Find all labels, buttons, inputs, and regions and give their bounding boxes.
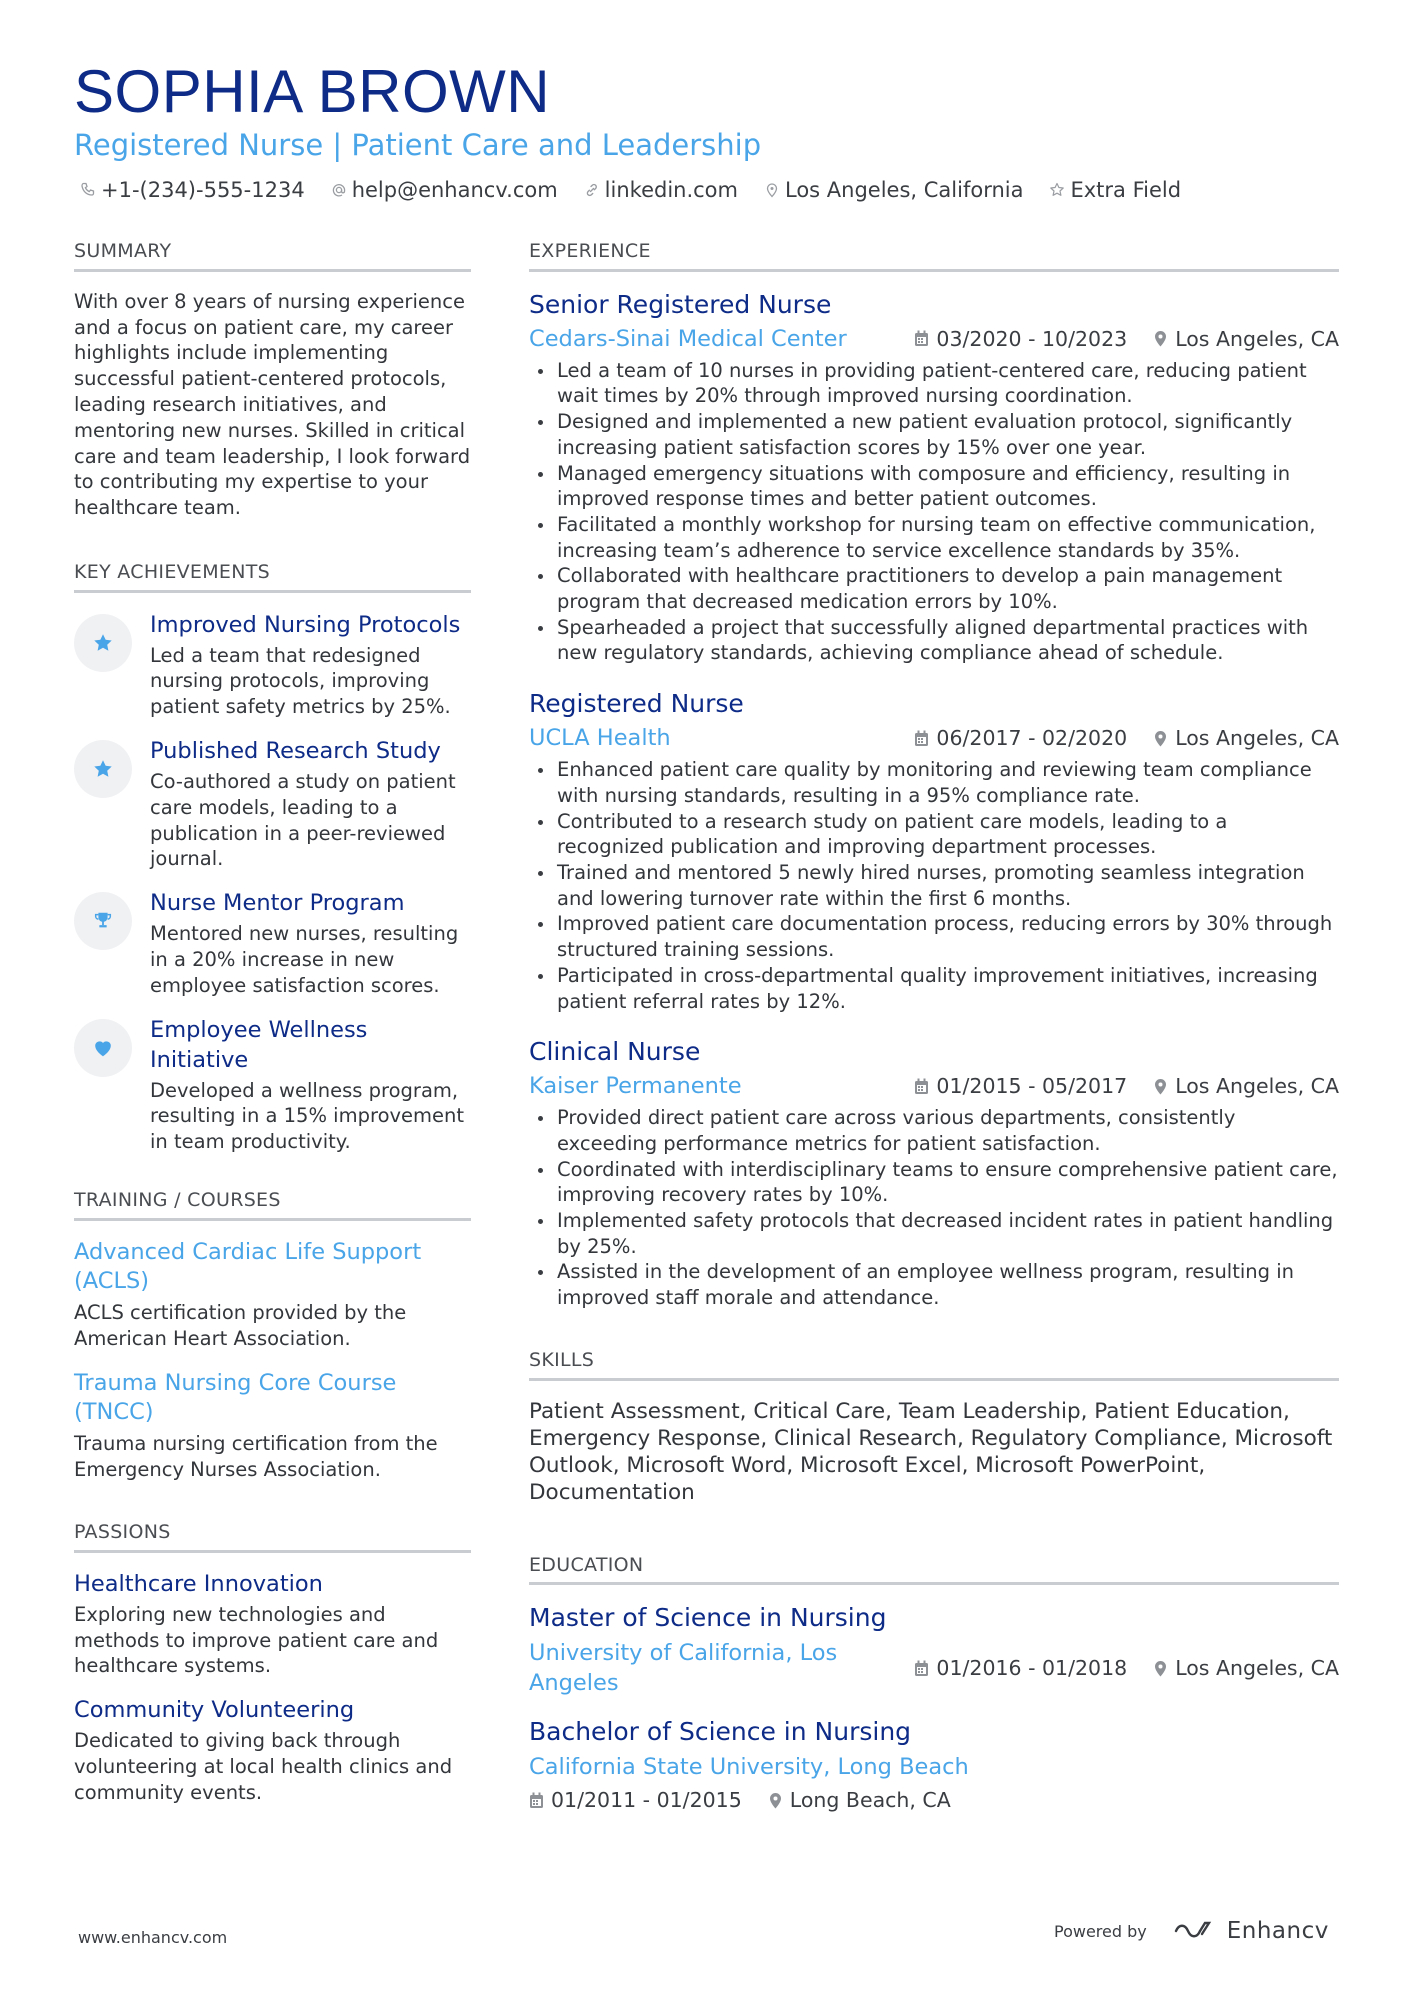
enhancv-logo-icon xyxy=(1173,1918,1219,1944)
star-icon xyxy=(92,758,114,780)
job-bullet: Led a team of 10 nurses in providing patient-centered care, reducing patient wait times by 20% through improved nursing coordination. xyxy=(529,358,1339,409)
achievement-icon-badge xyxy=(74,740,132,798)
job-bullet: Participated in cross-departmental quality improvement initiatives, increasing patient referral rates by 12%. xyxy=(529,963,1339,1014)
job-bullet: Provided direct patient care across various departments, consistently exceeding performance metrics for patient satisfaction. xyxy=(529,1105,1339,1156)
at-icon xyxy=(331,182,347,198)
location-pin-icon xyxy=(1153,730,1168,747)
passion-item xyxy=(74,1570,471,1679)
training-section xyxy=(74,1189,471,1483)
achievement-title: Employee Wellness Initiative xyxy=(150,1016,368,1073)
contact-email[interactable] xyxy=(331,178,558,202)
trophy-icon xyxy=(92,910,114,932)
job-title: Senior Registered Nurse xyxy=(529,289,832,319)
course-text: ACLS certification provided by the American Heart Association. xyxy=(74,1300,407,1350)
contact-location-text: Los Angeles, California xyxy=(784,178,1024,202)
achievement-title: Nurse Mentor Program xyxy=(150,890,405,917)
course-text: Trauma nursing certification from the Emergency Nurses Association. xyxy=(74,1432,438,1482)
achievement-item xyxy=(74,888,471,998)
achievement-icon-badge xyxy=(74,614,132,672)
location-pin-icon xyxy=(768,1792,783,1809)
education-location: Long Beach, CA xyxy=(789,1788,951,1813)
contact-linkedin-text: linkedin.com xyxy=(604,178,738,202)
contact-extra-text: Extra Field xyxy=(1070,178,1182,202)
calendar-icon xyxy=(914,330,929,347)
job-dates: 03/2020 - 10/2023 xyxy=(936,326,1128,351)
candidate-headline: Registered Nurse | Patient Care and Leadership xyxy=(74,128,762,162)
contact-bar xyxy=(80,178,1207,202)
job-dates: 06/2017 - 02/2020 xyxy=(936,726,1128,751)
job-entry xyxy=(529,289,1339,666)
job-bullet: Collaborated with healthcare practitioners to develop a pain management program that decreased medication errors by 10%. xyxy=(529,563,1339,614)
experience-section xyxy=(529,240,1339,1311)
job-bullet: Assisted in the development of an employee wellness program, resulting in improved staff morale and attendance. xyxy=(529,1259,1339,1310)
achievement-title: Published Research Study xyxy=(150,738,441,765)
job-location: Los Angeles, CA xyxy=(1175,326,1339,351)
footer-website-link[interactable]: www.enhancv.com xyxy=(78,1928,228,1947)
job-bullet: Facilitated a monthly workshop for nursing team on effective communication, increasing team’s adherence to service excellence standards by 35%. xyxy=(529,512,1339,563)
job-entry xyxy=(529,688,1339,1014)
summary-text: With over 8 years of nursing experience and a focus on patient care, my career highlights include implementing successful patient-centered protocols, leading research initiatives, and mentoring new nurses. Skilled in critical care and team leadership, I look forward to contributing my expertise to your healthcare team. xyxy=(74,289,471,520)
achievement-item xyxy=(74,736,471,872)
calendar-icon xyxy=(914,730,929,747)
education-degree: Bachelor of Science in Nursing xyxy=(529,1717,912,1747)
achievement-text: Led a team that redesigned nursing protocols, improving patient safety metrics by 25%. xyxy=(150,643,451,719)
contact-phone-text: +1-(234)-555-1234 xyxy=(101,178,305,202)
course-item xyxy=(74,1369,471,1483)
calendar-icon xyxy=(914,1660,929,1677)
education-location: Los Angeles, CA xyxy=(1175,1656,1339,1681)
contact-location xyxy=(764,178,1024,202)
contact-linkedin[interactable] xyxy=(584,178,738,202)
link-icon xyxy=(584,182,600,198)
job-bullet: Contributed to a research study on patient care models, leading to a recognized publication and improving department processes. xyxy=(529,809,1339,860)
skills-text: Patient Assessment, Critical Care, Team Leadership, Patient Education, Emergency Response, Clinical Research, Regulatory Compliance, Microsoft Outlook, Microsoft Word, Microsoft Excel, Microsoft PowerPoint, Documentation xyxy=(529,1398,1333,1505)
passion-title: Community Volunteering xyxy=(74,1697,355,1724)
job-bullet: Designed and implemented a new patient evaluation protocol, significantly increasing patient satisfaction scores by 15% over one year. xyxy=(529,409,1339,460)
training-heading: TRAINING / COURSES xyxy=(74,1189,471,1221)
achievement-text: Co-authored a study on patient care models, leading to a publication in a peer-reviewed journal. xyxy=(150,770,456,871)
candidate-name: SOPHIA BROWN xyxy=(74,58,551,125)
right-column xyxy=(529,240,1339,1830)
education-dates: 01/2011 - 01/2015 xyxy=(551,1788,742,1813)
education-degree: Master of Science in Nursing xyxy=(529,1603,887,1633)
phone-icon xyxy=(80,182,96,198)
job-bullet: Enhanced patient care quality by monitoring and reviewing team compliance with nursing standards, resulting in a 95% compliance rate. xyxy=(529,757,1339,808)
left-column xyxy=(74,240,471,1823)
calendar-icon xyxy=(914,1078,929,1095)
summary-heading: SUMMARY xyxy=(74,240,471,272)
footer-branding[interactable] xyxy=(1054,1918,1329,1944)
achievement-icon-badge xyxy=(74,1019,132,1077)
achievement-text: Developed a wellness program, resulting in a 15% improvement in team productivity. xyxy=(150,1078,465,1154)
passion-text: Exploring new technologies and methods to improve patient care and healthcare systems. xyxy=(74,1602,439,1678)
education-school: California State University, Long Beach xyxy=(529,1754,969,1781)
job-entry xyxy=(529,1036,1339,1311)
location-pin-icon xyxy=(764,182,780,198)
course-item xyxy=(74,1238,471,1352)
achievements-section xyxy=(74,561,471,1155)
star-outline-icon xyxy=(1049,182,1065,198)
contact-extra xyxy=(1049,178,1181,202)
achievements-heading: KEY ACHIEVEMENTS xyxy=(74,561,471,593)
heart-icon xyxy=(92,1037,114,1059)
job-company: Cedars-Sinai Medical Center xyxy=(529,325,847,352)
job-title: Clinical Nurse xyxy=(529,1037,701,1067)
location-pin-icon xyxy=(1153,1078,1168,1095)
powered-by-label: Powered by xyxy=(1054,1921,1147,1941)
education-entry xyxy=(529,1716,1339,1812)
job-bullet: Coordinated with interdisciplinary teams to ensure comprehensive patient care, improving recovery rates by 10%. xyxy=(529,1157,1339,1208)
job-bullet: Implemented safety protocols that decreased incident rates in patient handling by 25%. xyxy=(529,1208,1339,1259)
job-bullet: Managed emergency situations with composure and efficiency, resulting in improved response times and better patient outcomes. xyxy=(529,461,1339,512)
job-location: Los Angeles, CA xyxy=(1175,726,1339,751)
job-location: Los Angeles, CA xyxy=(1175,1074,1339,1099)
course-title: Advanced Cardiac Life Support (ACLS) xyxy=(74,1238,422,1294)
job-company: Kaiser Permanente xyxy=(529,1073,742,1100)
experience-heading: EXPERIENCE xyxy=(529,240,1339,272)
passions-heading: PASSIONS xyxy=(74,1521,471,1553)
skills-heading: SKILLS xyxy=(529,1349,1339,1381)
achievement-item xyxy=(74,1015,471,1155)
contact-email-text: help@enhancv.com xyxy=(351,178,558,202)
job-bullet: Spearheaded a project that successfully aligned departmental practices with new regulatory standards, achieving compliance ahead of schedule. xyxy=(529,615,1339,666)
achievement-icon-badge xyxy=(74,892,132,950)
contact-phone[interactable] xyxy=(80,178,305,202)
calendar-icon xyxy=(529,1792,544,1809)
job-bullet: Trained and mentored 5 newly hired nurses, promoting seamless integration and lowering turnover rate within the first 6 months. xyxy=(529,860,1339,911)
job-bullets xyxy=(529,358,1339,666)
skills-section xyxy=(529,1349,1339,1506)
job-dates: 01/2015 - 05/2017 xyxy=(936,1074,1128,1099)
job-bullet: Improved patient care documentation process, reducing errors by 30% through structured training sessions. xyxy=(529,911,1339,962)
passions-section xyxy=(74,1521,471,1806)
job-title: Registered Nurse xyxy=(529,689,744,719)
star-icon xyxy=(92,632,114,654)
brand-name: Enhancv xyxy=(1226,1918,1329,1944)
summary-section xyxy=(74,240,471,521)
education-section xyxy=(529,1554,1339,1813)
achievement-text: Mentored new nurses, resulting in a 20% increase in new employee satisfaction scores. xyxy=(150,922,459,997)
job-bullets xyxy=(529,1105,1339,1311)
passion-text: Dedicated to giving back through volunteering at local health clinics and community events. xyxy=(74,1729,453,1804)
achievement-item xyxy=(74,610,471,720)
course-title: Trauma Nursing Core Course (TNCC) xyxy=(74,1370,397,1426)
education-heading: EDUCATION xyxy=(529,1554,1339,1586)
passion-title: Healthcare Innovation xyxy=(74,1570,323,1597)
achievement-title: Improved Nursing Protocols xyxy=(150,611,461,638)
passion-item xyxy=(74,1696,471,1805)
education-entry xyxy=(529,1602,1339,1698)
education-school: University of California, Los Angeles xyxy=(529,1640,838,1697)
job-company: UCLA Health xyxy=(529,725,671,752)
job-bullets xyxy=(529,757,1339,1014)
location-pin-icon xyxy=(1153,1660,1168,1677)
education-dates: 01/2016 - 01/2018 xyxy=(936,1656,1128,1681)
location-pin-icon xyxy=(1153,330,1168,347)
